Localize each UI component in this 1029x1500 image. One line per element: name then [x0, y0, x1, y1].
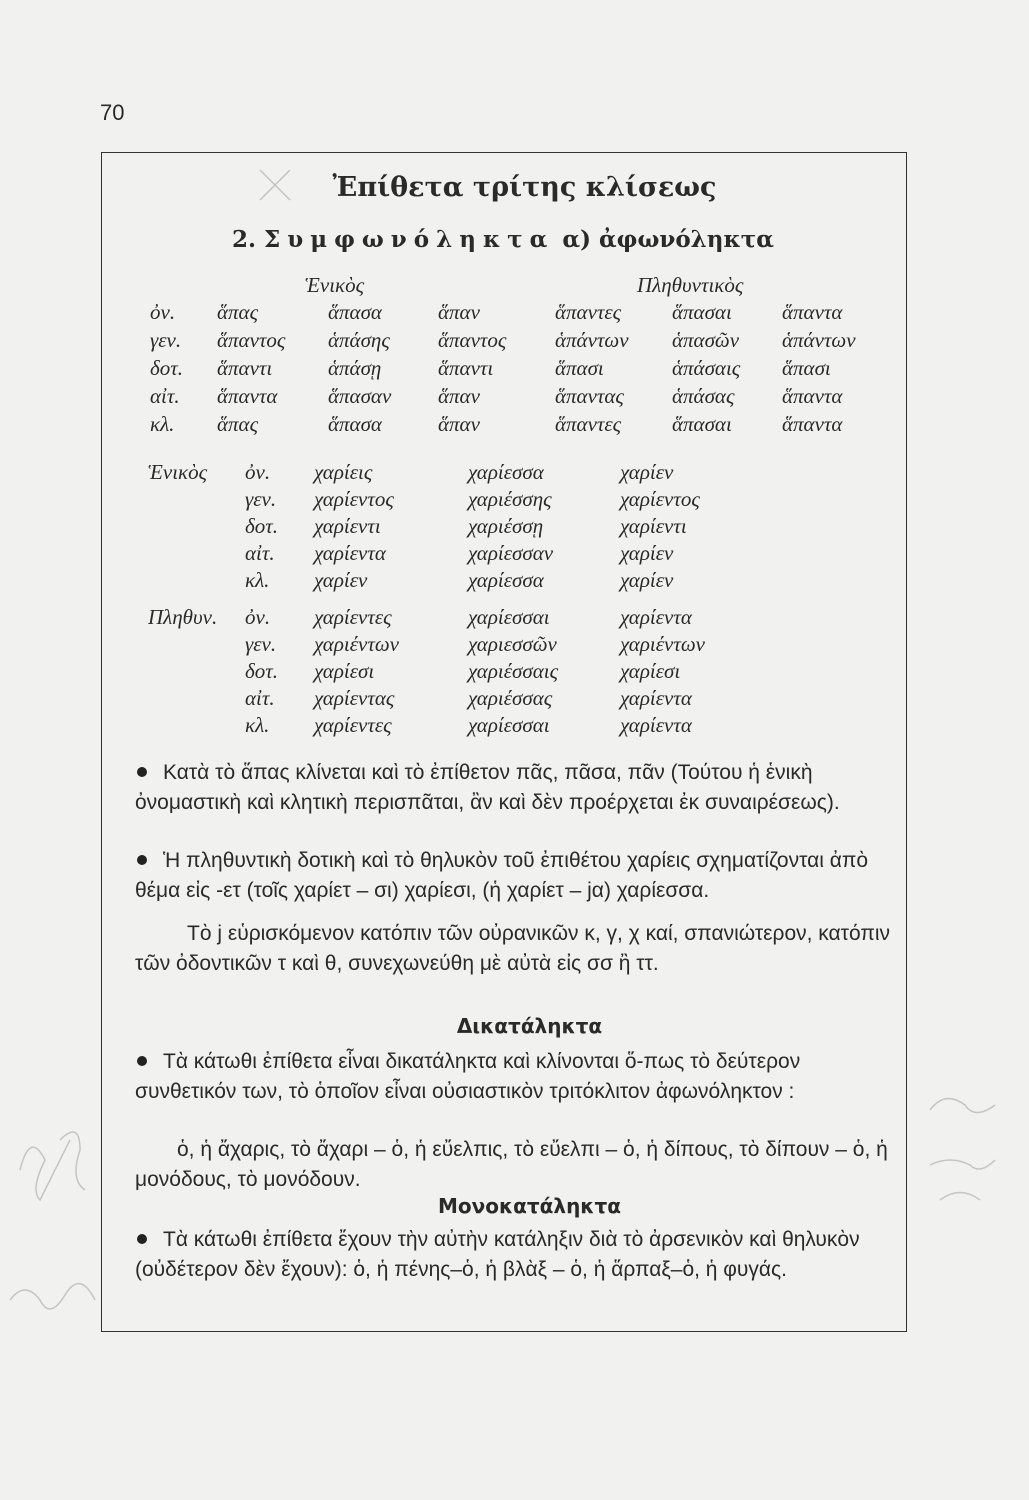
undefined-cell: χαρίεσσαν: [468, 541, 554, 565]
undefined-cell: ἅπασα: [328, 300, 382, 324]
undefined-cell: δοτ.: [245, 659, 279, 683]
heading-dikatalikta: Δικατάληκτα: [456, 1014, 603, 1038]
pencil-scribble-mark: [940, 1193, 980, 1201]
undefined-cell: ἅπαντες: [555, 412, 622, 436]
pencil-scribble-mark: [20, 1140, 70, 1200]
undefined-cell: χαριέντων: [314, 632, 399, 656]
undefined-cell: χαρίεσσα: [468, 568, 544, 592]
undefined-cell: χαριέσσης: [468, 487, 552, 511]
undefined-cell: ἅπασα: [328, 412, 382, 436]
undefined-cell: ἅπαντα: [782, 300, 843, 324]
table1-header-singular: Ἑνικὸς: [305, 273, 365, 297]
undefined-cell: χαριέσσῃ: [468, 514, 544, 538]
undefined-cell: ὀν.: [245, 460, 271, 484]
undefined-cell: ἅπαν: [438, 384, 480, 408]
subtitle-word: Συμφωνόληκτα: [264, 226, 555, 253]
para2-text: Ἡ πληθυντικὴ δοτικὴ καὶ τὸ θηλυκὸν τοῦ ἐπιθέτου χαρίεις σχηματίζονται ἀπὸ θέμα εἰς -ετ (τοῖς χαρίετ – σι) χαρίεσι, (ἡ χαρίετ – jα) χαρίεσσα.: [135, 849, 869, 902]
undefined-cell: ἁπάσῃ: [328, 356, 382, 380]
undefined-cell: ἅπαντι: [217, 356, 273, 380]
undefined-cell: ἁπάντων: [782, 328, 856, 352]
undefined-cell: χαρίεντος: [314, 487, 394, 511]
undefined-cell: ἁπάντων: [555, 328, 629, 352]
undefined-cell: ἁπάσας: [672, 384, 735, 408]
undefined-cell: δοτ.: [245, 514, 279, 538]
pencil-scribble-mark: [10, 1284, 95, 1309]
undefined-cell: ἅπαντες: [555, 300, 622, 324]
undefined-cell: χαριέσσαις: [468, 659, 559, 683]
undefined-cell: ἅπαντι: [438, 356, 494, 380]
undefined-cell: χαρίεντα: [620, 713, 692, 737]
para4-text: Τὰ κάτωθι ἐπίθετα εἶναι δικατάληκτα καὶ κλίνονται ὅ-πως τὸ δεύτερον συνθετικόν των, τὸ ὁποῖον εἶναι οὐσιαστικὸν τριτόκλιτον ἀφωνόληκτον :: [135, 1050, 801, 1103]
undefined-cell: χαρίεις: [314, 460, 373, 484]
undefined-cell: δοτ.: [150, 356, 184, 380]
undefined-cell: ἅπασαι: [672, 412, 732, 436]
undefined-cell: χαρίεντα: [314, 541, 386, 565]
undefined-cell: ἅπαντος: [217, 328, 286, 352]
undefined-cell: κλ.: [150, 412, 175, 436]
undefined-cell: χαριέντων: [620, 632, 705, 656]
undefined-cell: χαριέσσας: [468, 686, 553, 710]
table2-group-singular: Ἑνικὸς: [148, 460, 208, 484]
undefined-cell: χαρίεντι: [620, 514, 687, 538]
pencil-x-mark: [260, 170, 290, 200]
undefined-cell: αἰτ.: [150, 384, 180, 408]
undefined-cell: ἁπασῶν: [672, 328, 740, 352]
para1-text: Κατὰ τὸ ἅπας κλίνεται καὶ τὸ ἐπίθετον πᾶς, πᾶσα, πᾶν (Τούτου ἡ ἑνικὴ ὀνομαστικὴ καὶ κλητικὴ περισπᾶται, ἂν καὶ δὲν προέρχεται ἐκ συναιρέσεως).: [135, 761, 840, 814]
undefined-cell: ἅπαν: [438, 300, 480, 324]
undefined-cell: κλ.: [245, 713, 270, 737]
undefined-cell: ἅπαντος: [438, 328, 507, 352]
undefined-cell: ἅπασαν: [328, 384, 392, 408]
undefined-cell: ἅπαν: [438, 412, 480, 436]
pencil-scribble-mark: [930, 1099, 995, 1113]
page-title: Ἐπίθετα τρίτης κλίσεως: [332, 172, 717, 203]
undefined-cell: χαρίεντα: [620, 605, 692, 629]
undefined-cell: χαρίεσι: [314, 659, 375, 683]
undefined-cell: χαρίεν: [620, 568, 674, 592]
undefined-cell: χαρίεν: [620, 541, 674, 565]
undefined-cell: ὀν.: [150, 300, 176, 324]
undefined-cell: χαρίεσσαι: [468, 713, 550, 737]
undefined-cell: χαρίεντος: [620, 487, 700, 511]
undefined-cell: ἅπαντας: [555, 384, 624, 408]
undefined-cell: ἁπάσης: [328, 328, 390, 352]
pencil-scribble-mark: [930, 1160, 995, 1169]
undefined-cell: ἅπασι: [782, 356, 831, 380]
undefined-cell: ἅπασι: [555, 356, 604, 380]
undefined-cell: κλ.: [245, 568, 270, 592]
undefined-cell: ἅπαντα: [217, 384, 278, 408]
para3-text: Τὸ j εὑρισκόμενον κατόπιν τῶν οὐρανικῶν κ, γ, χ καί, σπανιώτερον, κατόπιν τῶν ὀδοντικῶν τ καὶ θ, συνεχωνεύθη μὲ αὐτὰ εἰς σσ ἢ ττ.: [135, 922, 891, 975]
table2-group-plural: Πληθυν.: [148, 605, 218, 629]
subtitle-rest: α) ἀφωνόληκτα: [562, 226, 774, 253]
undefined-cell: αἰτ.: [245, 541, 275, 565]
undefined-cell: χαρίεντες: [314, 713, 392, 737]
undefined-cell: ἅπαντα: [782, 384, 843, 408]
undefined-cell: ἅπαντα: [782, 412, 843, 436]
undefined-cell: χαριεσσῶν: [468, 632, 557, 656]
undefined-cell: γεν.: [245, 632, 277, 656]
undefined-cell: χαρίεσσα: [468, 460, 544, 484]
undefined-cell: χαρίεντες: [314, 605, 392, 629]
para5-text: ὁ, ἡ ἄχαρις, τὸ ἄχαρι – ὁ, ἡ εὔελπις, τὸ εὔελπι – ὁ, ἡ δίπους, τὸ δίπουν – ὁ, ἡ μονόδους, τὸ μονόδουν.: [135, 1138, 888, 1191]
undefined-cell: χαρίεσι: [620, 659, 681, 683]
undefined-cell: αἰτ.: [245, 686, 275, 710]
undefined-cell: ὀν.: [245, 605, 271, 629]
subtitle-number: 2.: [232, 226, 257, 253]
undefined-cell: ἅπας: [217, 412, 259, 436]
undefined-cell: ἅπας: [217, 300, 259, 324]
pencil-scribble-mark: [60, 1132, 85, 1190]
undefined-cell: γεν.: [245, 487, 277, 511]
undefined-cell: γεν.: [150, 328, 182, 352]
undefined-cell: χαρίεντι: [314, 514, 381, 538]
undefined-cell: χαρίεντας: [314, 686, 395, 710]
para6-text: Τὰ κάτωθι ἐπίθετα ἔχουν τὴν αὐτὴν κατάληξιν διὰ τὸ ἀρσενικὸν καὶ θηλυκὸν (οὐδέτερον δὲν ἔχουν): ὁ, ἡ πένης–ὁ, ἡ βλὰξ – ὁ, ἡ ἅρπαξ–ὁ, ἡ φυγάς.: [135, 1228, 860, 1281]
undefined-cell: ἅπασαι: [672, 300, 732, 324]
page-number: 70: [100, 100, 125, 125]
undefined-cell: χαρίεν: [314, 568, 368, 592]
undefined-cell: χαρίεσσαι: [468, 605, 550, 629]
table1-header-plural: Πληθυντικὸς: [637, 273, 744, 297]
undefined-cell: ἁπάσαις: [672, 356, 741, 380]
undefined-cell: χαρίεν: [620, 460, 674, 484]
undefined-cell: χαρίεντα: [620, 686, 692, 710]
heading-monokatalikta: Μονοκατάληκτα: [437, 1194, 622, 1218]
